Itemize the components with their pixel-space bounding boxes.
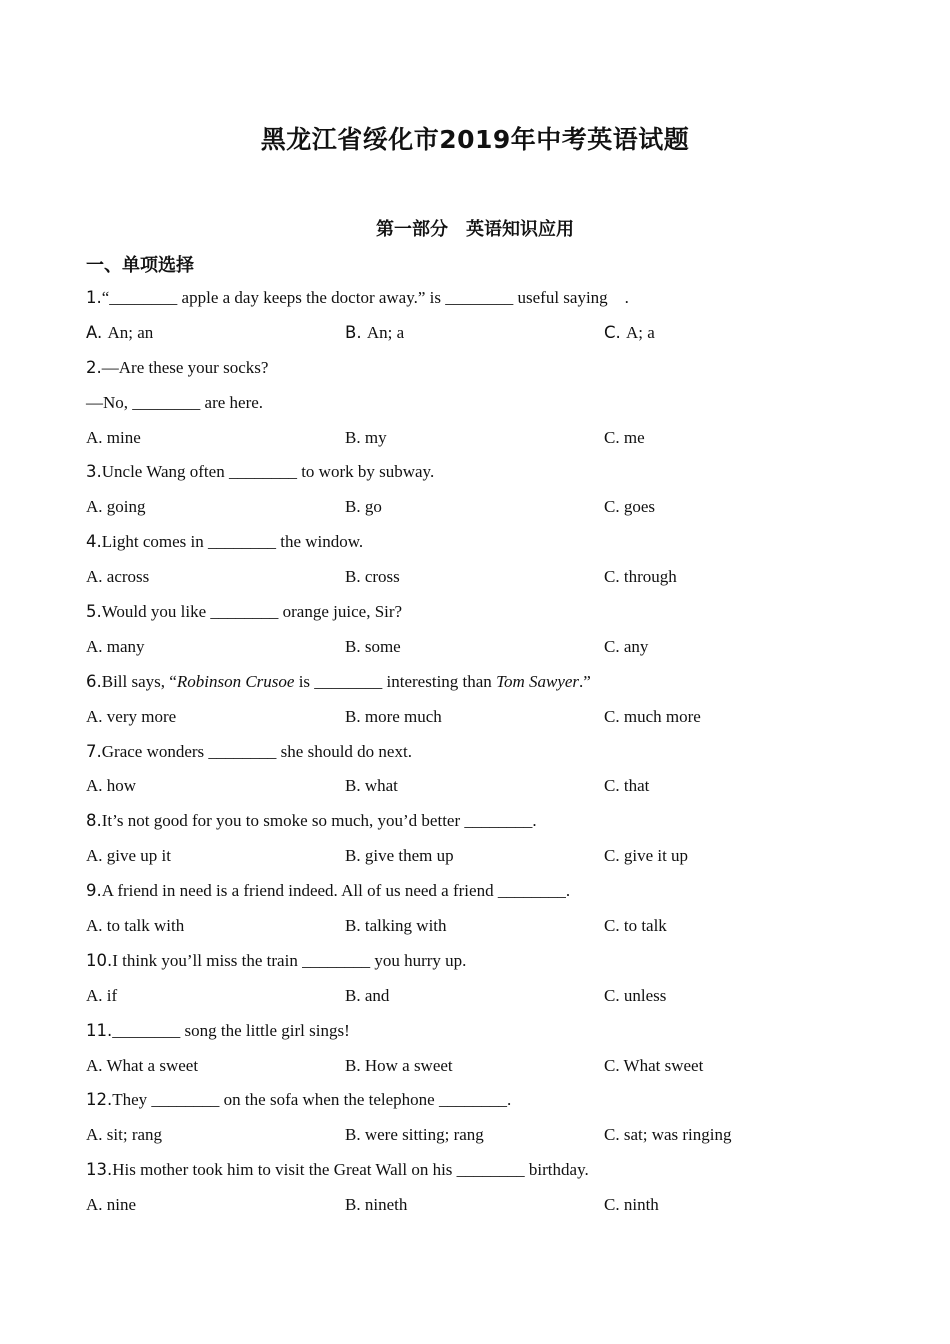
option-c[interactable]: C. that xyxy=(604,776,650,796)
question-11-options xyxy=(86,1051,866,1086)
option-a[interactable]: A. give up it xyxy=(86,846,171,866)
part-heading: 第一部分 英语知识应用 xyxy=(376,219,574,240)
option-c[interactable]: C. ninth xyxy=(604,1195,659,1215)
question-10-options xyxy=(86,981,866,1016)
question-4-stem: 4.Light comes in ________ the window. xyxy=(86,532,364,552)
section-heading: 一、单项选择 xyxy=(86,255,194,276)
option-a[interactable]: A. mine xyxy=(86,427,141,447)
question-11-stem: 11.________ song the little girl sings! xyxy=(86,1020,350,1040)
option-b[interactable]: B. some xyxy=(345,636,401,656)
option-a[interactable]: A. sit; rang xyxy=(86,1125,163,1145)
question-5-stem: 5.Would you like ________ orange juice, Sir? xyxy=(86,602,403,622)
question-list xyxy=(86,283,866,1225)
question-13-stem: 13.His mother took him to visit the Great Wall on his ________ birthday. xyxy=(86,1160,589,1180)
option-b[interactable]: B. talking with xyxy=(345,916,447,936)
question-7-stem: 7.Grace wonders ________ she should do next. xyxy=(86,741,412,761)
question-7-options xyxy=(86,771,866,806)
option-c[interactable]: C. A; a xyxy=(604,322,655,342)
option-b[interactable]: B. and xyxy=(345,985,390,1005)
question-2-stem: 2.—Are these your socks? xyxy=(86,357,269,377)
option-c[interactable]: C. any xyxy=(604,636,649,656)
option-a[interactable]: A. very more xyxy=(86,706,177,726)
option-a[interactable]: A. An; an xyxy=(86,322,154,342)
option-b[interactable]: B. nineth xyxy=(345,1195,408,1215)
option-b[interactable]: B. An; a xyxy=(345,322,405,342)
question-13-options xyxy=(86,1190,866,1225)
question-5-options xyxy=(86,632,866,667)
question-9-options xyxy=(86,911,866,946)
question-8-options xyxy=(86,841,866,876)
question-10-stem: 10.I think you’ll miss the train ________ you hurry up. xyxy=(86,950,467,970)
option-b[interactable]: B. my xyxy=(345,427,387,447)
question-2-options xyxy=(86,423,866,458)
question-6-options xyxy=(86,702,866,737)
option-c[interactable]: C. sat; was ringing xyxy=(604,1125,732,1145)
option-a[interactable]: A. What a sweet xyxy=(86,1055,199,1075)
option-c[interactable]: C. much more xyxy=(604,706,701,726)
question-1-stem: 1.“________ apple a day keeps the doctor away.” is ________ useful saying . xyxy=(86,288,629,307)
option-c[interactable]: C. goes xyxy=(604,497,656,517)
question-3-options xyxy=(86,492,866,527)
question-12-stem: 12.They ________ on the sofa when the telephone ________. xyxy=(86,1090,512,1110)
option-a[interactable]: A. many xyxy=(86,636,145,656)
option-c[interactable]: C. unless xyxy=(604,985,667,1005)
option-a[interactable]: A. how xyxy=(86,776,137,796)
option-b[interactable]: B. what xyxy=(345,776,398,796)
option-b[interactable]: B. more much xyxy=(345,706,442,726)
option-b[interactable]: B. How a sweet xyxy=(345,1055,453,1075)
question-8-stem: 8.It’s not good for you to smoke so much, you’d better ________. xyxy=(86,811,537,831)
question-9-stem: 9.A friend in need is a friend indeed. All of us need a friend ________. xyxy=(86,881,571,901)
option-a[interactable]: A. nine xyxy=(86,1195,137,1215)
option-b[interactable]: B. give them up xyxy=(345,846,454,866)
option-c[interactable]: C. What sweet xyxy=(604,1055,704,1075)
question-2-stem-reply: —No, ________ are here. xyxy=(86,392,264,412)
option-c[interactable]: C. me xyxy=(604,427,645,447)
option-a[interactable]: A. to talk with xyxy=(86,916,185,936)
option-c[interactable]: C. through xyxy=(604,567,677,587)
option-a[interactable]: A. going xyxy=(86,497,146,517)
page-title: 黑龙江省绥化市2019年中考英语试题 xyxy=(260,125,690,154)
option-a[interactable]: A. if xyxy=(86,985,118,1005)
question-4-options xyxy=(86,562,866,597)
option-c[interactable]: C. give it up xyxy=(604,846,689,866)
option-c[interactable]: C. to talk xyxy=(604,916,667,936)
option-b[interactable]: B. go xyxy=(345,497,382,517)
question-12-options xyxy=(86,1120,866,1155)
option-b[interactable]: B. cross xyxy=(345,567,400,587)
question-6-stem: 6.Bill says, “Robinson Crusoe is ________ interesting than Tom Sawyer.” xyxy=(86,671,591,691)
question-1-options xyxy=(86,318,866,353)
option-b[interactable]: B. were sitting; rang xyxy=(345,1125,484,1145)
option-a[interactable]: A. across xyxy=(86,567,150,587)
question-3-stem: 3.Uncle Wang often ________ to work by subway. xyxy=(86,462,435,482)
